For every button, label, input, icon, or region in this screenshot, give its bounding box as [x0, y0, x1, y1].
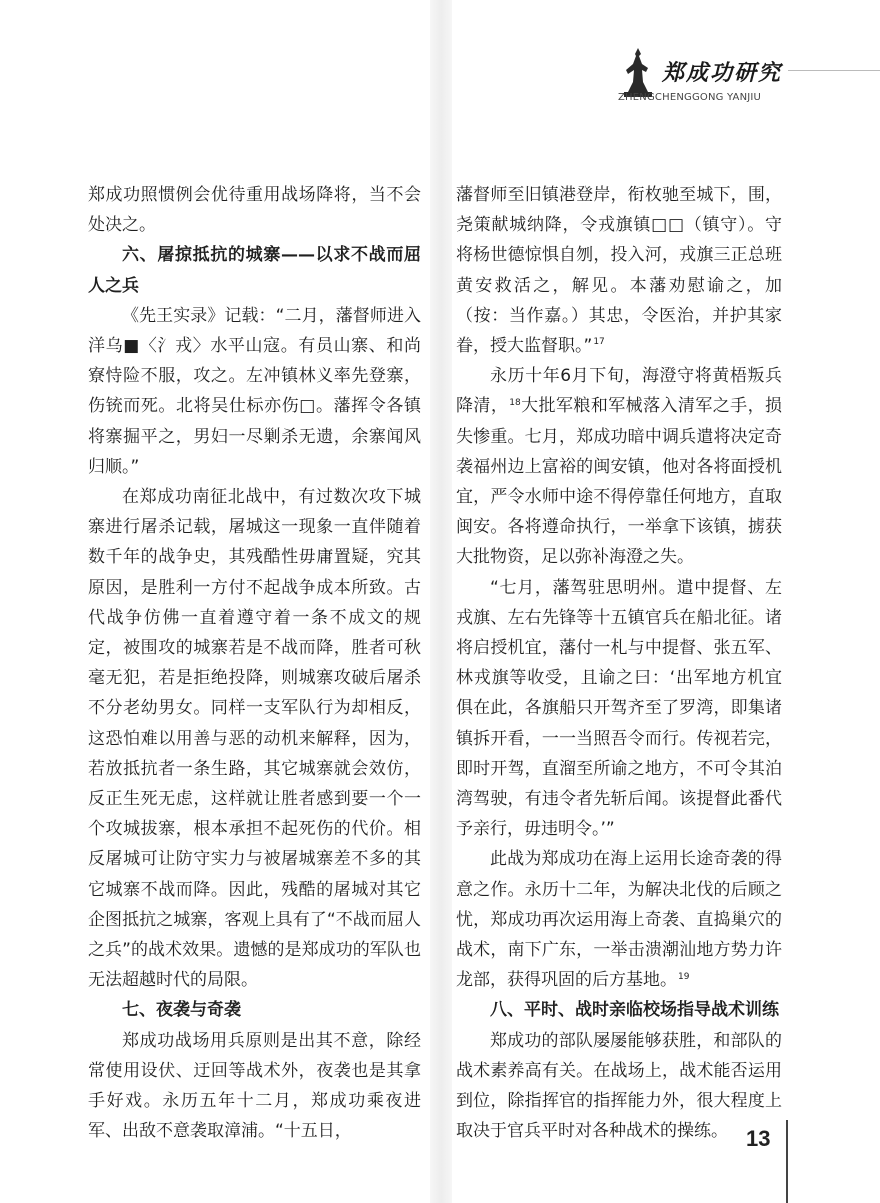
journal-subtitle: ZHENGCHENGGONG YANJIU — [618, 92, 762, 103]
page-number-rule — [786, 1120, 788, 1203]
paragraph-text: 郑成功照惯例会优待重用战场降将，当不会处决之。 — [88, 185, 421, 236]
paragraph-text: 郑成功战场用兵原则是出其不意，除经常使用设伏、迂回等战术外，夜袭也是其拿手好戏。永历五年十二月，郑成功乘夜进军、出敌不意袭取漳浦。“十五日， — [88, 1030, 421, 1142]
section-heading — [88, 995, 421, 1025]
section-heading — [456, 995, 782, 1025]
body-paragraph — [456, 361, 782, 572]
body-paragraph — [456, 844, 782, 995]
footnote-marker: 17 — [593, 337, 605, 348]
page-number: 13 — [746, 1126, 771, 1151]
body-paragraph — [88, 1026, 421, 1147]
body-paragraph — [88, 482, 421, 995]
journal-header — [610, 40, 880, 110]
paragraph-text: 永历十年6月下旬，海澄守将黄梧叛兵降清， — [456, 366, 782, 417]
paragraph-text-continued: 大批军粮和军械落入清军之手，损失惨重。七月，郑成功暗中调兵遣将决定奇袭福州边上富裕的闽安镇，他对各将面授机宜，严令水师中途不得停靠任何地方，直取闽安。各将遵命执行，一举拿下该镇，掳获大批物资，足以弥补海澄之失。 — [456, 396, 783, 568]
statue-logo-icon — [618, 46, 658, 98]
journal-title: 郑成功研究 — [662, 60, 783, 86]
paragraph-text: 藩督师至旧镇港登岸，衔枚驰至城下，围，尧策献城纳降，令戎旗镇□□（镇守）。守将杨世德惊惧自刎，投入河，戎旗三正总班黄安救活之，解见。本藩劝慰谕之，加（按：当作嘉。）其忠，令医治，并护其家眷，授大监督职。” — [456, 185, 782, 357]
paragraph-text: 八、平时、战时亲临校场指导战术训练 — [490, 1000, 779, 1021]
paragraph-text: “七月，藩驾驻思明州。遣中提督、左戎旗、左右先锋等十五镇官兵在船北征。诸将启授机宜，藩付一札与中提督、张五军、林戎旗等收受，且谕之曰：‘出军地方机宜俱在此，各旗船只开驾齐至了罗湾，即集诸镇拆开看，一一当照吾令而行。传视若完，即时开驾，直溜至所谕之地方，不可令其泊湾驾驶，有违令者先斩后闻。该提督此番代予亲行，毋违明令。’” — [456, 577, 782, 840]
left-text-column — [88, 180, 421, 1147]
page-gutter-band — [430, 0, 452, 1203]
section-heading — [88, 240, 421, 300]
paragraph-text: 此战为郑成功在海上运用长途奇袭的得意之作。永历十二年，为解决北伐的后顾之忧，郑成功再次运用海上奇袭、直捣巢穴的战术，南下广东，一举击溃潮汕地方势力许龙部，获得巩固的后方基地。 — [456, 849, 782, 991]
paragraph-text: 六、屠掠抵抗的城寨——以求不战而屈人之兵 — [88, 245, 421, 296]
header-rule — [788, 70, 880, 71]
paragraph-text: 七、夜袭与奇袭 — [122, 1000, 241, 1021]
body-paragraph — [456, 573, 782, 845]
body-paragraph — [88, 180, 421, 240]
footnote-marker: 19 — [678, 971, 690, 982]
footnote-marker: 18 — [509, 397, 521, 408]
body-paragraph — [456, 180, 782, 361]
right-text-column — [456, 180, 782, 1147]
paragraph-text: 在郑成功南征北战中，有过数次攻下城寨进行屠杀记载，屠城这一现象一直伴随着数千年的战争史，其残酷性毋庸置疑，究其原因，是胜利一方付不起战争成本所致。古代战争仿佛一直着遵守着一条不成文的规定，被围攻的城寨若是不战而降，胜者可秋毫无犯，若是拒绝投降，则城寨攻破后屠杀不分老幼男女。同样一支军队行为却相反，这恐怕难以用善与恶的动机来解释，因为，若放抵抗者一条生路，其它城寨就会效仿，反正生死无虑，这样就让胜者感到要一个一个攻城拔寨，根本承担不起死伤的代价。相反屠城可让防守实力与被屠城寨差不多的其它城寨不战而降。因此，残酷的屠城对其它企图抵抗之城寨，客观上具有了“不战而屈人之兵”的战术效果。遗憾的是郑成功的军队也无法超越时代的局限。 — [88, 487, 421, 991]
paragraph-text: 《先王实录》记载：“二月，藩督师进入洋乌■〈氵戎〉水平山寇。有员山寨、和尚寮恃险不服，攻之。左冲镇林义率先登寨，伤铳而死。北将吴仕标亦伤□。藩挥令各镇将寨掘平之，男妇一尽剿杀无遗，余寨闻风归顺。” — [88, 305, 421, 477]
body-paragraph — [88, 301, 421, 482]
body-paragraph — [456, 1026, 782, 1147]
paragraph-text: 郑成功的部队屡屡能够获胜，和部队的战术素养高有关。在战场上，战术能否运用到位，除指挥官的指挥能力外，很大程度上取决于官兵平时对各种战术的操练。 — [456, 1030, 782, 1142]
